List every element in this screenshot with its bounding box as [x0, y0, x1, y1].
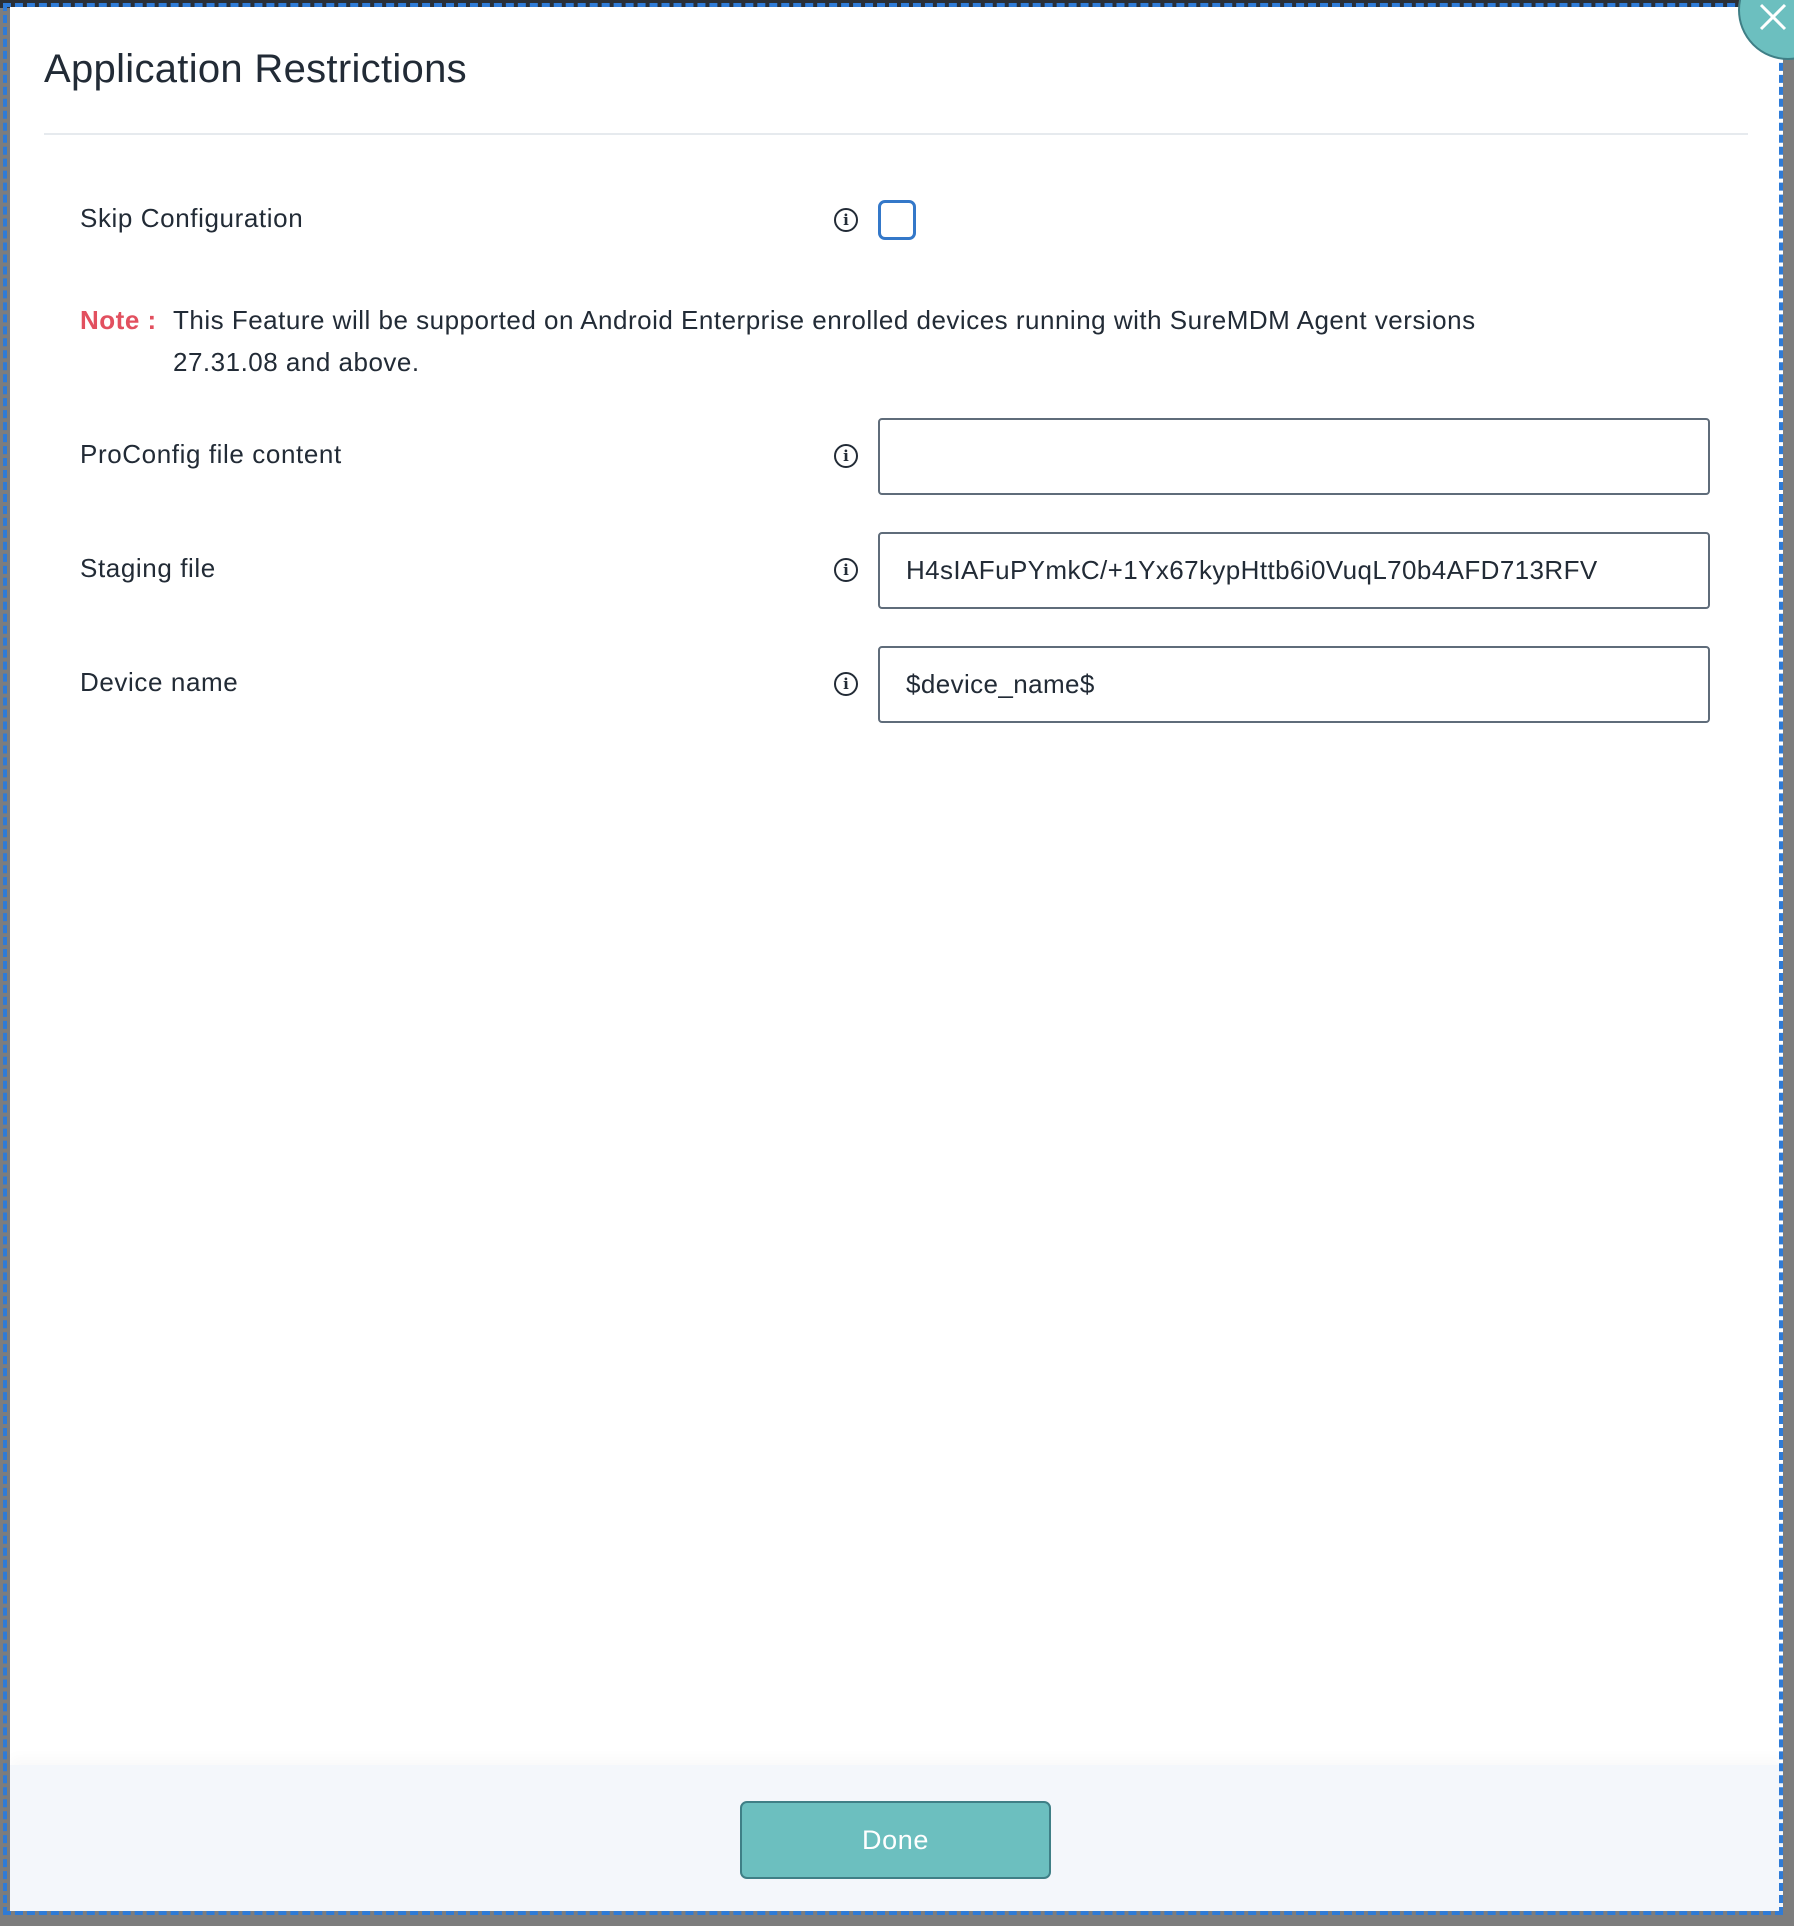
- modal-title: Application Restrictions: [44, 47, 467, 91]
- device-name-label: Device name: [80, 667, 239, 697]
- staging-file-label: Staging file: [80, 553, 216, 583]
- header-divider: [44, 133, 1748, 135]
- proconfig-file-content-input[interactable]: [878, 418, 1710, 495]
- application-restrictions-modal: [10, 7, 1783, 1911]
- close-icon: [1758, 2, 1788, 32]
- note-text-line1: This Feature will be supported on Android Enterprise enrolled devices running with SureMDM Agent versions: [173, 305, 1476, 335]
- staging-file-input[interactable]: [878, 532, 1710, 609]
- proconfig-file-content-label: ProConfig file content: [80, 439, 342, 469]
- device-name-input[interactable]: [878, 646, 1710, 723]
- skip-configuration-label: Skip Configuration: [80, 203, 304, 233]
- note-label: Note :: [80, 305, 157, 335]
- skip-configuration-checkbox[interactable]: [878, 200, 916, 240]
- note-text: [80, 299, 1730, 383]
- modal-footer: [10, 1765, 1783, 1911]
- info-icon[interactable]: i: [834, 444, 858, 468]
- done-button[interactable]: Done: [740, 1801, 1051, 1879]
- info-icon[interactable]: i: [834, 558, 858, 582]
- info-icon[interactable]: i: [834, 208, 858, 232]
- note-text-line2: 27.31.08 and above.: [173, 347, 420, 377]
- info-icon[interactable]: i: [834, 672, 858, 696]
